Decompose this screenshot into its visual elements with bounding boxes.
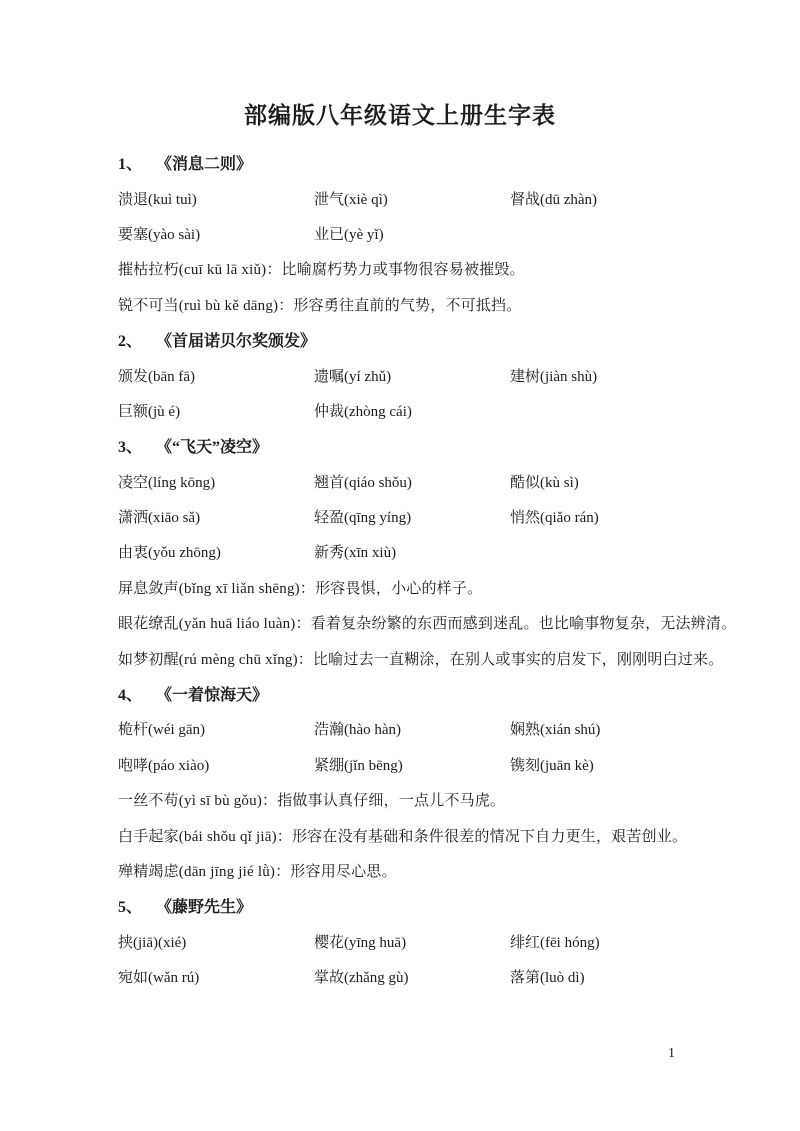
sections-container (118, 145, 737, 994)
section-number: 3、 (118, 439, 143, 457)
word-cell: 挟(jiā)(xié) (118, 934, 187, 951)
word-cell: 咆哮(páo xiào) (118, 757, 210, 774)
word-cell: 颁发(bān fā) (118, 368, 196, 385)
section-heading (118, 145, 700, 180)
definition-line: 殚精竭虑(dān jīng jié lǜ)：形容用尽心思。 (118, 864, 397, 880)
word-cell: 镌刻(juān kè) (510, 757, 594, 774)
word-cell: 宛如(wǎn rú) (118, 970, 200, 987)
definition-line: 眼花缭乱(yǎn huā liáo luàn)：看着复杂纷繁的东西而感到迷乱。也比喻事物复杂，无法辨清。 (118, 616, 737, 633)
word-cell: 潇洒(xiāo sǎ) (118, 510, 201, 527)
word-cell: 翘首(qiáo shǒu) (314, 474, 412, 491)
section-heading (118, 322, 700, 357)
definition-line: 屏息敛声(bǐng xī liǎn shēng)：形容畏惧，小心的样子。 (118, 580, 483, 597)
section-number: 4、 (118, 687, 143, 705)
definition-line: 摧枯拉朽(cuī kū lā xiǔ)：比喻腐朽势力或事物很容易被摧毁。 (118, 262, 525, 279)
section (118, 145, 700, 322)
section-book-title: 《“飞天”凌空》 (156, 439, 269, 457)
section-book-title: 《消息二则》 (156, 156, 253, 174)
section (118, 428, 737, 676)
section-number: 2、 (118, 333, 143, 351)
word-cell: 酷似(kù sì) (510, 474, 579, 491)
word-cell: 业已(yè yǐ) (314, 226, 384, 243)
word-cell: 巨额(jù é) (118, 403, 181, 420)
definition-line: 锐不可当(ruì bù kě dāng)：形容勇往直前的气势，不可抵挡。 (118, 297, 522, 314)
page-number: 1 (668, 1046, 675, 1061)
word-cell: 溃退(kuì tuì) (118, 191, 197, 208)
word-cell: 绯红(fēi hóng) (510, 934, 600, 951)
word-cell: 建树(jiàn shù) (510, 368, 598, 385)
word-row (118, 959, 700, 994)
word-cell: 督战(dū zhàn) (510, 191, 598, 208)
doc-title: 部编版八年级语文上册生字表 (244, 103, 556, 128)
word-row (118, 534, 700, 569)
section (118, 676, 700, 888)
section-book-title: 《藤野先生》 (156, 899, 253, 917)
word-row (118, 216, 700, 251)
word-cell: 凌空(líng kōng) (118, 474, 216, 491)
section-number: 5、 (118, 899, 143, 917)
word-row (118, 180, 700, 215)
section (118, 322, 700, 428)
word-row (118, 924, 700, 959)
word-cell: 新秀(xīn xiù) (314, 545, 397, 562)
word-cell: 由衷(yǒu zhōng) (118, 545, 221, 562)
word-row (118, 393, 700, 428)
word-cell: 仲裁(zhòng cái) (314, 403, 412, 420)
word-row (118, 711, 700, 746)
word-cell: 娴熟(xián shú) (510, 722, 601, 739)
word-cell: 樱花(yīng huā) (314, 934, 407, 951)
word-cell: 浩瀚(hào hàn) (314, 722, 402, 739)
section-heading (118, 676, 700, 711)
word-cell: 落第(luò dì) (510, 970, 585, 987)
word-cell: 泄气(xiè qì) (314, 191, 388, 208)
word-cell: 紧绷(jǐn bēng) (314, 757, 403, 774)
section-number: 1、 (118, 156, 143, 174)
section-book-title: 《一着惊海天》 (156, 687, 269, 705)
definition-line: 白手起家(bái shǒu qǐ jiā)：形容在没有基础和条件很差的情况下自力更生，艰苦创业。 (118, 828, 688, 845)
section-heading (118, 428, 700, 463)
word-row (118, 747, 700, 782)
word-row (118, 464, 700, 499)
word-cell: 悄然(qiǎo rán) (510, 510, 599, 527)
definition-line: 一丝不苟(yì sī bù gǒu)：指做事认真仔细，一点儿不马虎。 (118, 793, 506, 810)
word-cell: 遗嘱(yí zhǔ) (314, 368, 392, 385)
section (118, 888, 700, 994)
word-cell: 轻盈(qīng yíng) (314, 510, 412, 527)
definition-line: 如梦初醒(rú mèng chū xǐng)：比喻过去一直糊涂，在别人或事实的启发下，刚刚明白过来。 (118, 651, 724, 668)
word-cell: 要塞(yào sài) (118, 226, 201, 243)
word-row (118, 499, 700, 534)
word-row (118, 357, 700, 392)
word-cell: 掌故(zhǎng gù) (314, 970, 409, 987)
section-heading (118, 888, 700, 923)
section-book-title: 《首届诺贝尔奖颁发》 (156, 333, 317, 351)
word-cell: 桅杆(wéi gān) (118, 722, 206, 739)
